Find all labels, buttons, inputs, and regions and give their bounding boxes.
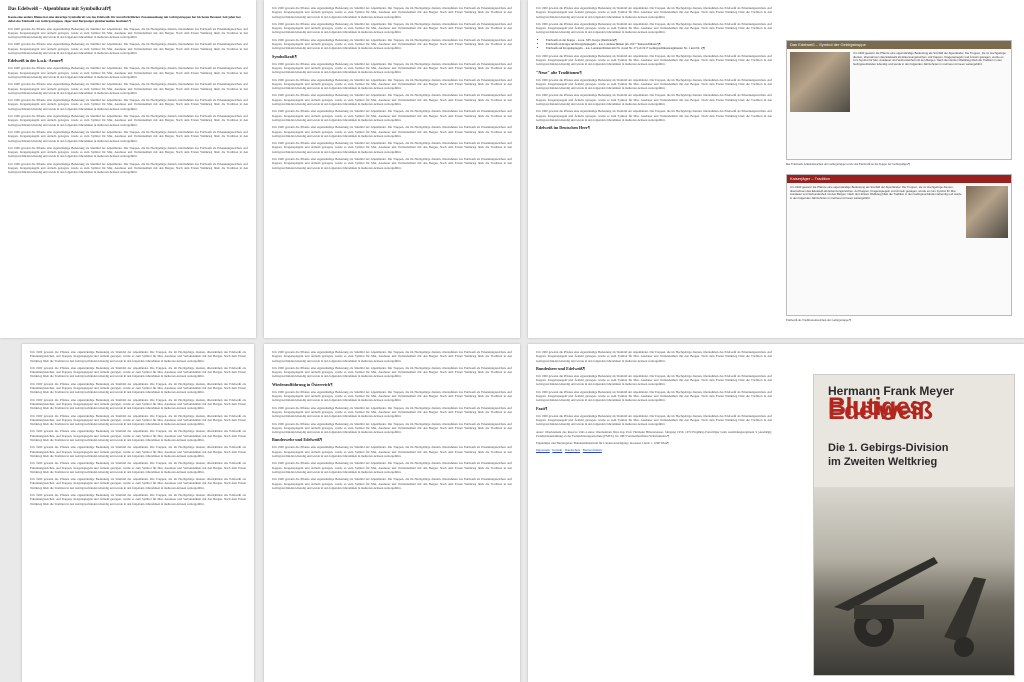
screenshot-title: Das Edelweiß – Symbol der Gebirgstruppe [787,41,1011,49]
paragraph: Um 1900 gewann die Pflanze eine eigenständige Bedeutung als Sinnbild der Alpenländer. Die Truppen, die im Hochgebirge dienten, übernahmen das Edelweiß als Erkennungszeichen. Auf Kappen, Kragenspiegeln und Ärmeln getragen, wurde es zum Symbol für Mut, Ausdauer und Verbundenheit mit den Bergen. Nach dem Ersten Weltkrieg blieb die Tradition in den Gebirgsverbänden lebendig und wurde in den folgenden Jahrzehnten in mehreren Armeen weitergeführt. [536,109,772,122]
paragraph: Um 1900 gewann die Pflanze eine eigenständige Bedeutung als Sinnbild der Alpenländer. Die Truppen, die im Hochgebirge dienten, übernahmen das Edelweiß als Erkennungszeichen. Auf Kappen, Kragenspiegeln und Ärmeln getragen, wurde es zum Symbol für Mut, Ausdauer und Verbundenheit mit den Bergen. Nach dem Ersten Weltkrieg blieb die Tradition in den Gebirgsverbänden lebendig und wurde in den folgenden Jahrzehnten in mehreren Armeen weitergeführt. [272,365,512,379]
paragraph: Um 1900 gewann die Pflanze eine eigenständige Bedeutung als Sinnbild der Alpenländer. Die Truppen, die im Hochgebirge dienten, übernahmen das Edelweiß als Erkennungszeichen. Auf Kappen, Kragenspiegeln und Ärmeln getragen, wurde es zum Symbol für Mut, Ausdauer und Verbundenheit mit den Bergen. Nach dem Ersten Weltkrieg blieb die Tradition in den Gebirgsverbänden lebendig und wurde in den folgenden Jahrzehnten in mehreren Armeen weitergeführt. [536,389,772,403]
paragraph: Um 1900 gewann die Pflanze eine eigenständige Bedeutung als Sinnbild der Alpenländer. Die Truppen, die im Hochgebirge dienten, übernahmen das Edelweiß als Erkennungszeichen. Auf Kappen, Kragenspiegeln und Ärmeln getragen, wurde es zum Symbol für Mut, Ausdauer und Verbundenheit mit den Bergen. Nach dem Ersten Weltkrieg blieb die Tradition in den Gebirgsverbänden lebendig und wurde in den folgenden Jahrzehnten in mehreren Armeen weitergeführt. [536,413,772,427]
barrierefreiheit-link[interactable]: Barrierefreiheit [582,448,602,453]
book-title: Blutiges Edelweiß [828,393,933,426]
paragraph: Um 1900 gewann die Pflanze eine eigenständige Bedeutung als Sinnbild der Alpenländer. Die Truppen, die im Hochgebirge dienten, übernahmen das Edelweiß als Erkennungszeichen. Auf Kappen, Kragenspiegeln und Ärmeln getragen, wurde es zum Symbol für Mut, Ausdauer und Verbundenheit mit den Bergen. Nach dem Ersten Weltkrieg blieb die Tradition in den Gebirgsverbänden lebendig und wurde in den folgenden Jahrzehnten in mehreren Armeen weitergeführt. [8,82,248,95]
photo [966,186,1008,238]
list-item: • Edelweiß auf Kragenspiegeln – k.k. Landesschützen mit Nr. 4 und Nr. 27 (ab 1917 Gebirgsschützenregimenter Nr. 1 und Nr. 2)¶ [546,46,772,50]
paragraph: Um 1900 gewann die Pflanze eine eigenständige Bedeutung als Sinnbild der Alpenländer. Die Truppen, die im Hochgebirge dienten, übernahmen das Edelweiß als Erkennungszeichen. Auf Kappen, Kragenspiegeln und Ärmeln getragen, wurde es zum Symbol für Mut, Ausdauer und Verbundenheit mit den Bergen. Nach dem Ersten Weltkrieg blieb die Tradition in den Gebirgsverbänden lebendig und wurde in den folgenden Jahrzehnten in mehreren Armeen weitergeführt. [536,350,772,363]
paragraph: Um 1900 gewann die Pflanze eine eigenständige Bedeutung als Sinnbild der Alpenländer. Die Truppen, die im Hochgebirge dienten, übernahmen das Edelweiß als Erkennungszeichen. Auf Kappen, Kragenspiegeln und Ärmeln getragen, wurde es zum Symbol für Mut, Ausdauer und Verbundenheit mit den Bergen. Nach dem Ersten Weltkrieg blieb die Tradition in den Gebirgsverbänden lebendig und wurde in den folgenden Jahrzehnten in mehreren Armeen weitergeführt. [272,109,512,122]
image-caption: Der Edelweiß-Ärmelabzeichen der Gebirgstruppe sowie das Edelweiß an der Kappe der Gebirgsjäger.¶ [786,162,910,166]
embedded-screenshot [786,40,1012,160]
paragraph: Um 1900 gewann die Pflanze eine eigenständige Bedeutung als Sinnbild der Alpenländer. Die Truppen, die im Hochgebirge dienten, übernahmen das Edelweiß als Erkennungszeichen. Auf Kappen, Kragenspiegeln und Ärmeln getragen, wurde es zum Symbol für Mut, Ausdauer und Verbundenheit mit den Bergen. Nach dem Ersten Weltkrieg blieb die Tradition in den Gebirgsverbänden lebendig und wurde in den folgenden Jahrzehnten in mehreren Armeen weitergeführt. [536,21,772,35]
paragraph: Um 1900 gewann die Pflanze eine eigenständige Bedeutung als Sinnbild der Alpenländer. Die Truppen, die im Hochgebirge dienten, übernahmen das Edelweiß als Erkennungszeichen. Auf Kappen, Kragenspiegeln und Ärmeln getragen, wurde es zum Symbol für Mut, Ausdauer und Verbundenheit mit den Bergen. Nach dem Ersten Weltkrieg blieb die Tradition in den Gebirgsverbänden lebendig und wurde in den folgenden Jahrzehnten in mehreren Armeen weitergeführt. [30,493,246,506]
paragraph: Um 1900 gewann die Pflanze eine eigenständige Bedeutung als Sinnbild der Alpenländer. Die Truppen, die im Hochgebirge dienten, übernahmen das Edelweiß als Erkennungszeichen. Auf Kappen, Kragenspiegeln und Ärmeln getragen, wurde es zum Symbol für Mut, Ausdauer und Verbundenheit mit den Bergen. Nach dem Ersten Weltkrieg blieb die Tradition in den Gebirgsverbänden lebendig und wurde in den folgenden Jahrzehnten in mehreren Armeen weitergeführt. [536,373,772,387]
paragraph: Um 1900 gewann die Pflanze eine eigenständige Bedeutung als Sinnbild der Alpenländer. Die Truppen, die im Hochgebirge dienten, übernahmen das Edelweiß als Erkennungszeichen. Auf Kappen, Kragenspiegeln und Ärmeln getragen, wurde es zum Symbol für Mut, Ausdauer und Verbundenheit mit den Bergen. Nach dem Ersten Weltkrieg blieb die Tradition in den Gebirgsverbänden lebendig und wurde in den folgenden Jahrzehnten in mehreren Armeen weitergeführt. [30,381,246,395]
paragraph: Um 1900 gewann die Pflanze eine eigenständige Bedeutung als Sinnbild der Alpenländer. Die Truppen, die im Hochgebirge dienten, übernahmen das Edelweiß als Erkennungszeichen. Auf Kappen, Kragenspiegeln und Ärmeln getragen, wurde es zum Symbol für Mut, Ausdauer und Verbundenheit mit den Bergen. Nach dem Ersten Weltkrieg blieb die Tradition in den Gebirgsverbänden lebendig und wurde in den folgenden Jahrzehnten in mehreren Armeen weitergeführt. [536,6,772,19]
screenshot-title: Kaiserjäger – Tradition [787,175,1011,183]
document-page-5 [264,344,520,682]
document-page-1 [0,0,256,338]
impressum-link[interactable]: Impressum [536,448,550,453]
paragraph: Um 1900 gewann die Pflanze eine eigenständige Bedeutung als Sinnbild der Alpenländer. Die Truppen, die im Hochgebirge dienten, übernahmen das Edelweiß als Erkennungszeichen. Auf Kappen, Kragenspiegeln und Ärmeln getragen, wurde es zum Symbol für Mut, Ausdauer und Verbundenheit mit den Bergen. Nach dem Ersten Weltkrieg blieb die Tradition in den Gebirgsverbänden lebendig und wurde in den folgenden Jahrzehnten in mehreren Armeen weitergeführt. [30,461,246,474]
kontakt-link[interactable]: Kontakt [552,448,563,453]
paragraph: Um 1900 gewann die Pflanze eine eigenständige Bedeutung als Sinnbild der Alpenländer. Die Truppen, die im Hochgebirge dienten, übernahmen das Edelweiß als Erkennungszeichen. Auf Kappen, Kragenspiegeln und Ärmeln getragen, wurde es zum Symbol für Mut, Ausdauer und Verbundenheit mit den Bergen. Nach dem Ersten Weltkrieg blieb die Tradition in den Gebirgsverbänden lebendig und wurde in den folgenden Jahrzehnten in mehreren Armeen weitergeführt. [272,125,512,138]
section-heading: Edelweiß in der k.u.k.-Armee¶ [8,58,63,64]
image-caption: Edelweiß als Traditionsabzeichen der Gebirgstruppe.¶ [786,318,851,322]
paragraph: Um 1900 gewann die Pflanze eine eigenständige Bedeutung als Sinnbild der Alpenländer. Die Truppen, die im Hochgebirge dienten, übernahmen das Edelweiß als Erkennungszeichen. Auf Kappen, Kragenspiegeln und Ärmeln getragen, wurde es zum Symbol für Mut, Ausdauer und Verbundenheit mit den Bergen. Nach dem Ersten Weltkrieg blieb die Tradition in den Gebirgsverbänden lebendig und wurde in den folgenden Jahrzehnten in mehreren Armeen weitergeführt. [272,61,512,75]
book-subtitle-line: Die 1. Gebirgs-Division [828,442,949,454]
article-lead: Kaum eine andere Blume hat eine derartige Symbolkraft wie das Edelweiß. Ihr unverbrüchlicher Zusammenhang mit Gebirgstruppen hat bis heute Bestand. Seit jeher hat dabei das Edelweiß von Gebirgstruppen, Jäger und Bergsteiger gleichermaßen fasziniert.¶ [8,15,241,24]
paragraph: Um 1900 gewann die Pflanze eine eigenständige Bedeutung als Sinnbild der Alpenländer. Die Truppen, die im Hochgebirge dienten, übernahmen das Edelweiß als Erkennungszeichen. Auf Kappen, Kragenspiegeln und Ärmeln getragen, wurde es zum Symbol für Mut, Ausdauer und Verbundenheit mit den Bergen. Nach dem Ersten Weltkrieg blieb die Tradition in den Gebirgsverbänden lebendig und wurde in den folgenden Jahrzehnten in mehreren Armeen weitergeführt. [8,42,248,56]
paragraph: Um 1900 gewann die Pflanze eine eigenständige Bedeutung als Sinnbild der Alpenländer. Die Truppen, die im Hochgebirge dienten, übernahmen das Edelweiß als Erkennungszeichen. Auf Kappen, Kragenspiegeln und Ärmeln getragen, wurde es zum Symbol für Mut, Ausdauer und Verbundenheit mit den Bergen. Nach dem Ersten Weltkrieg blieb die Tradition in den Gebirgsverbänden lebendig und wurde in den folgenden Jahrzehnten in mehreren Armeen weitergeführt. [272,37,512,51]
paragraph: Um 1900 gewann die Pflanze eine eigenständige Bedeutung als Sinnbild der Alpenländer. Die Truppen, die im Hochgebirge dienten, übernahmen das Edelweiß als Erkennungszeichen. Auf Kappen, Kragenspiegeln und Ärmeln getragen, wurde es zum Symbol für Mut, Ausdauer und Verbundenheit mit den Bergen. Nach dem Ersten Weltkrieg blieb die Tradition in den Gebirgsverbänden lebendig und wurde in den folgenden Jahrzehnten in mehreren Armeen weitergeführt. [272,405,512,419]
list-item: • Edelweiß an der Kappe – k.u.k. XIV. Korps (Innsbruck)¶ [546,38,772,42]
paragraph: Um 1900 gewann die Pflanze eine eigenständige Bedeutung als Sinnbild der Alpenländer. Die Truppen, die im Hochgebirge dienten, übernahmen das Edelweiß als Erkennungszeichen. Auf Kappen, Kragenspiegeln und Ärmeln getragen, wurde es zum Symbol für Mut, Ausdauer und Verbundenheit mit den Bergen. Nach dem Ersten Weltkrieg blieb die Tradition in den Gebirgsverbänden lebendig und wurde in den folgenden Jahrzehnten in mehreren Armeen weitergeführt. [272,157,512,170]
screenshot-text: Um 1900 gewann die Pflanze eine eigenständige Bedeutung als Sinnbild der Alpenländer. Die Truppen, die im Hochgebirge dienten, übernahmen das Edelweiß als Erkennungszeichen. Auf Kappen, Kragenspiegeln und Ärmeln getragen, wurde es zum Symbol für Mut, Ausdauer und Verbundenheit mit den Bergen. Nach dem Ersten Weltkrieg blieb die Tradition in den Gebirgsverbänden lebendig und wurde in den folgenden Jahrzehnten in mehreren Armeen weitergeführt. [790,185,962,200]
book-author: Hermann Frank Meyer [828,384,955,398]
paragraph: Um 1900 gewann die Pflanze eine eigenständige Bedeutung als Sinnbild der Alpenländer. Die Truppen, die im Hochgebirge dienten, übernahmen das Edelweiß als Erkennungszeichen. Auf Kappen, Kragenspiegeln und Ärmeln getragen, wurde es zum Symbol für Mut, Ausdauer und Verbundenheit mit den Bergen. Nach dem Ersten Weltkrieg blieb die Tradition in den Gebirgsverbänden lebendig und wurde in den folgenden Jahrzehnten in mehreren Armeen weitergeführt. [272,93,512,107]
document-page-3 [528,0,1024,338]
text-column [536,350,772,678]
cover-photo [814,487,1014,675]
section-heading: Edelweiß im Deutschen Heer¶ [536,125,591,131]
paragraph: Um 1900 gewann die Pflanze eine eigenständige Bedeutung als Sinnbild der Alpenländer. Die Truppen, die im Hochgebirge dienten, übernahmen das Edelweiß als Erkennungszeichen. Auf Kappen, Kragenspiegeln und Ärmeln getragen, wurde es zum Symbol für Mut, Ausdauer und Verbundenheit mit den Bergen. Nach dem Ersten Weltkrieg blieb die Tradition in den Gebirgsverbänden lebendig und wurde in den folgenden Jahrzehnten in mehreren Armeen weitergeführt. [30,397,246,411]
paragraph: Um 1900 gewann die Pflanze eine eigenständige Bedeutung als Sinnbild der Alpenländer. Die Truppen, die im Hochgebirge dienten, übernahmen das Edelweiß als Erkennungszeichen. Auf Kappen, Kragenspiegeln und Ärmeln getragen, wurde es zum Symbol für Mut, Ausdauer und Verbundenheit mit den Bergen. Nach dem Ersten Weltkrieg blieb die Tradition in den Gebirgsverbänden lebendig und wurde in den folgenden Jahrzehnten in mehreren Armeen weitergeführt. [272,389,512,403]
paragraph: Um 1900 gewann die Pflanze eine eigenständige Bedeutung als Sinnbild der Alpenländer. Die Truppen, die im Hochgebirge dienten, übernahmen das Edelweiß als Erkennungszeichen. Auf Kappen, Kragenspiegeln und Ärmeln getragen, wurde es zum Symbol für Mut, Ausdauer und Verbundenheit mit den Bergen. Nach dem Ersten Weltkrieg blieb die Tradition in den Gebirgsverbänden lebendig und wurde in den folgenden Jahrzehnten in mehreren Armeen weitergeführt. [536,77,772,91]
paragraph: Um 1900 gewann die Pflanze eine eigenständige Bedeutung als Sinnbild der Alpenländer. Die Truppen, die im Hochgebirge dienten, übernahmen das Edelweiß als Erkennungszeichen. Auf Kappen, Kragenspiegeln und Ärmeln getragen, wurde es zum Symbol für Mut, Ausdauer und Verbundenheit mit den Bergen. Nach dem Ersten Weltkrieg blieb die Tradition in den Gebirgsverbänden lebendig und wurde in den folgenden Jahrzehnten in mehreren Armeen weitergeführt. [30,413,246,427]
book-subtitle [828,441,948,469]
paragraph: Um 1900 gewann die Pflanze eine eigenständige Bedeutung als Sinnbild der Alpenländer. Die Truppen, die im Hochgebirge dienten, übernahmen das Edelweiß als Erkennungszeichen. Auf Kappen, Kragenspiegeln und Ärmeln getragen, wurde es zum Symbol für Mut, Ausdauer und Verbundenheit mit den Bergen. Nach dem Ersten Weltkrieg blieb die Tradition in den Gebirgsverbänden lebendig und wurde in den folgenden Jahrzehnten in mehreren Armeen weitergeführt. [8,145,248,159]
paragraph: Um 1900 gewann die Pflanze eine eigenständige Bedeutung als Sinnbild der Alpenländer. Die Truppen, die im Hochgebirge dienten, übernahmen das Edelweiß als Erkennungszeichen. Auf Kappen, Kragenspiegeln und Ärmeln getragen, wurde es zum Symbol für Mut, Ausdauer und Verbundenheit mit den Bergen. Nach dem Ersten Weltkrieg blieb die Tradition in den Gebirgsverbänden lebendig und wurde in den folgenden Jahrzehnten in mehreren Armeen weitergeführt. [8,66,248,79]
paragraph: Um 1900 gewann die Pflanze eine eigenständige Bedeutung als Sinnbild der Alpenländer. Die Truppen, die im Hochgebirge dienten, übernahmen das Edelweiß als Erkennungszeichen. Auf Kappen, Kragenspiegeln und Ärmeln getragen, wurde es zum Symbol für Mut, Ausdauer und Verbundenheit mit den Bergen. Nach dem Ersten Weltkrieg blieb die Tradition in den Gebirgsverbänden lebendig und wurde in den folgenden Jahrzehnten in mehreren Armeen weitergeführt. [272,421,512,435]
bullet-list [536,38,772,51]
list-item: • Edelweiß an Kappe und Kragenspiegeln – k.k. Landesschützen (ab 1917 "Kaiserschützen")¶ [546,42,772,46]
paragraph: Um 1900 gewann die Pflanze eine eigenständige Bedeutung als Sinnbild der Alpenländer. Die Truppen, die im Hochgebirge dienten, übernahmen das Edelweiß als Erkennungszeichen. Auf Kappen, Kragenspiegeln und Ärmeln getragen, wurde es zum Symbol für Mut, Ausdauer und Verbundenheit mit den Bergen. Nach dem Ersten Weltkrieg blieb die Tradition in den Gebirgsverbänden lebendig und wurde in den folgenden Jahrzehnten in mehreren Armeen weitergeführt. [30,350,246,363]
book-cover [813,374,1015,676]
document-page-2 [264,0,520,338]
artillery-silhouette-icon [814,487,1014,675]
paragraph: Um 1900 gewann die Pflanze eine eigenständige Bedeutung als Sinnbild der Alpenländer. Die Truppen, die im Hochgebirge dienten, übernahmen das Edelweiß als Erkennungszeichen. Auf Kappen, Kragenspiegeln und Ärmeln getragen, wurde es zum Symbol für Mut, Ausdauer und Verbundenheit mit den Bergen. Nach dem Ersten Weltkrieg blieb die Tradition in den Gebirgsverbänden lebendig und wurde in den folgenden Jahrzehnten in mehreren Armeen weitergeführt. [272,445,512,459]
paragraph: Um 1900 gewann die Pflanze eine eigenständige Bedeutung als Sinnbild der Alpenländer. Die Truppen, die im Hochgebirge dienten, übernahmen das Edelweiß als Erkennungszeichen. Auf Kappen, Kragenspiegeln und Ärmeln getragen, wurde es zum Symbol für Mut, Ausdauer und Verbundenheit mit den Bergen. Nach dem Ersten Weltkrieg blieb die Tradition in den Gebirgsverbänden lebendig und wurde in den folgenden Jahrzehnten in mehreren Armeen weitergeführt. [272,77,512,91]
paragraph: Um 1900 gewann die Pflanze eine eigenständige Bedeutung als Sinnbild der Alpenländer. Die Truppen, die im Hochgebirge dienten, übernahmen das Edelweiß als Erkennungszeichen. Auf Kappen, Kragenspiegeln und Ärmeln getragen, wurde es zum Symbol für Mut, Ausdauer und Verbundenheit mit den Bergen. Nach dem Ersten Weltkrieg blieb die Tradition in den Gebirgsverbänden lebendig und wurde in den folgenden Jahrzehnten in mehreren Armeen weitergeführt. [8,129,248,143]
paragraph: Um 1900 gewann die Pflanze eine eigenständige Bedeutung als Sinnbild der Alpenländer. Die Truppen, die im Hochgebirge dienten, übernahmen das Edelweiß als Erkennungszeichen. Auf Kappen, Kragenspiegeln und Ärmeln getragen, wurde es zum Symbol für Mut, Ausdauer und Verbundenheit mit den Bergen. Nach dem Ersten Weltkrieg blieb die Tradition in den Gebirgsverbänden lebendig und wurde in den folgenden Jahrzehnten in mehreren Armeen weitergeführt. [8,98,248,111]
datenschutz-link[interactable]: Datenschutz [564,448,581,453]
image-column [778,6,1018,334]
document-page-4 [22,344,254,682]
paragraph: Um 1900 gewann die Pflanze eine eigenständige Bedeutung als Sinnbild der Alpenländer. Die Truppen, die im Hochgebirge dienten, übernahmen das Edelweiß als Erkennungszeichen. Auf Kappen, Kragenspiegeln und Ärmeln getragen, wurde es zum Symbol für Mut, Ausdauer und Verbundenheit mit den Bergen. Nach dem Ersten Weltkrieg blieb die Tradition in den Gebirgsverbänden lebendig und wurde in den folgenden Jahrzehnten in mehreren Armeen weitergeführt. [30,365,246,379]
section-heading: "Neue" alte Traditionen¶ [536,69,582,75]
paragraph: Um 1900 gewann die Pflanze eine eigenständige Bedeutung als Sinnbild der Alpenländer. Die Truppen, die im Hochgebirge dienten, übernahmen das Edelweiß als Erkennungszeichen. Auf Kappen, Kragenspiegeln und Ärmeln getragen, wurde es zum Symbol für Mut, Ausdauer und Verbundenheit mit den Bergen. Nach dem Ersten Weltkrieg blieb die Tradition in den Gebirgsverbänden lebendig und wurde in den folgenden Jahrzehnten in mehreren Armeen weitergeführt. [30,477,246,490]
paragraph: Um 1900 gewann die Pflanze eine eigenständige Bedeutung als Sinnbild der Alpenländer. Die Truppen, die im Hochgebirge dienten, übernahmen das Edelweiß als Erkennungszeichen. Auf Kappen, Kragenspiegeln und Ärmeln getragen, wurde es zum Symbol für Mut, Ausdauer und Verbundenheit mit den Bergen. Nach dem Ersten Weltkrieg blieb die Tradition in den Gebirgsverbänden lebendig und wurde in den folgenden Jahrzehnten in mehreren Armeen weitergeführt. [272,21,512,35]
section-heading: Bundesheer und Edelweiß¶ [536,365,585,371]
paragraph: Um 1900 gewann die Pflanze eine eigenständige Bedeutung als Sinnbild der Alpenländer. Die Truppen, die im Hochgebirge dienten, übernahmen das Edelweiß als Erkennungszeichen. Auf Kappen, Kragenspiegeln und Ärmeln getragen, wurde es zum Symbol für Mut, Ausdauer und Verbundenheit mit den Bergen. Nach dem Ersten Weltkrieg blieb die Tradition in den Gebirgsverbänden lebendig und wurde in den folgenden Jahrzehnten in mehreren Armeen weitergeführt. [536,93,772,107]
paragraph: Um 1900 gewann die Pflanze eine eigenständige Bedeutung als Sinnbild der Alpenländer. Die Truppen, die im Hochgebirge dienten, übernahmen das Edelweiß als Erkennungszeichen. Auf Kappen, Kragenspiegeln und Ärmeln getragen, wurde es zum Symbol für Mut, Ausdauer und Verbundenheit mit den Bergen. Nach dem Ersten Weltkrieg blieb die Tradition in den Gebirgsverbänden lebendig und wurde in den folgenden Jahrzehnten in mehreren Armeen weitergeführt. [272,477,512,490]
section-heading: Bundeswehr und Edelweiß¶ [272,437,323,443]
paragraph: Um 1900 gewann die Pflanze eine eigenständige Bedeutung als Sinnbild der Alpenländer. Die Truppen, die im Hochgebirge dienten, übernahmen das Edelweiß als Erkennungszeichen. Auf Kappen, Kragenspiegeln und Ärmeln getragen, wurde es zum Symbol für Mut, Ausdauer und Verbundenheit mit den Bergen. Nach dem Ersten Weltkrieg blieb die Tradition in den Gebirgsverbänden lebendig und wurde in den folgenden Jahrzehnten in mehreren Armeen weitergeführt. [8,114,248,127]
author-note: Autor: Oberleutnant des Reserve Univ.-Lektor Oberleutnant Dipl.-Ing. Prof. Hermann Hinterstoisser, Jahrgang 1956; 1974 Einjährig-Freiwilliger beim Ausbildungsregiment 9 (AusbRgt); Fernmeldeausbildung an der Fernmeldetruppenschule (FMTS), bis 1987 Fernmeldeoffizier/Stabsfunktion.¶ [536,429,772,438]
paragraph: Um 1900 gewann die Pflanze eine eigenständige Bedeutung als Sinnbild der Alpenländer. Die Truppen, die im Hochgebirge dienten, übernahmen das Edelweiß als Erkennungszeichen. Auf Kappen, Kragenspiegeln und Ärmeln getragen, wurde es zum Symbol für Mut, Ausdauer und Verbundenheit mit den Bergen. Nach dem Ersten Weltkrieg blieb die Tradition in den Gebirgsverbänden lebendig und wurde in den folgenden Jahrzehnten in mehreren Armeen weitergeführt. [30,429,246,443]
paragraph: Um 1900 gewann die Pflanze eine eigenständige Bedeutung als Sinnbild der Alpenländer. Die Truppen, die im Hochgebirge dienten, übernahmen das Edelweiß als Erkennungszeichen. Auf Kappen, Kragenspiegeln und Ärmeln getragen, wurde es zum Symbol für Mut, Ausdauer und Verbundenheit mit den Bergen. Nach dem Ersten Weltkrieg blieb die Tradition in den Gebirgsverbänden lebendig und wurde in den folgenden Jahrzehnten in mehreren Armeen weitergeführt. [536,53,772,67]
text-column [536,6,772,334]
embedded-screenshot [786,174,1012,316]
footer-links: Impressum · Kontakt · Datenschutz · Barrierefreiheit [536,448,602,453]
paragraph: Um 1900 gewann die Pflanze eine eigenständige Bedeutung als Sinnbild der Alpenländer. Die Truppen, die im Hochgebirge dienten, übernahmen das Edelweiß als Erkennungszeichen. Auf Kappen, Kragenspiegeln und Ärmeln getragen, wurde es zum Symbol für Mut, Ausdauer und Verbundenheit mit den Bergen. Nach dem Ersten Weltkrieg blieb die Tradition in den Gebirgsverbänden lebendig und wurde in den folgenden Jahrzehnten in mehreren Armeen weitergeführt. [272,141,512,154]
paragraph: Um 1900 gewann die Pflanze eine eigenständige Bedeutung als Sinnbild der Alpenländer. Die Truppen, die im Hochgebirge dienten, übernahmen das Edelweiß als Erkennungszeichen. Auf Kappen, Kragenspiegeln und Ärmeln getragen, wurde es zum Symbol für Mut, Ausdauer und Verbundenheit mit den Bergen. Nach dem Ersten Weltkrieg blieb die Tradition in den Gebirgsverbänden lebendig und wurde in den folgenden Jahrzehnten in mehreren Armeen weitergeführt. [8,161,248,175]
book-subtitle-line: im Zweiten Weltkrieg [828,456,938,468]
section-heading: Wiederaufführung in Österreich¶ [272,381,333,387]
section-heading: Fazit¶ [536,405,548,411]
document-page-6 [528,344,1024,682]
paragraph: Um 1900 gewann die Pflanze eine eigenständige Bedeutung als Sinnbild der Alpenländer. Die Truppen, die im Hochgebirge dienten, übernahmen das Edelweiß als Erkennungszeichen. Auf Kappen, Kragenspiegeln und Ärmeln getragen, wurde es zum Symbol für Mut, Ausdauer und Verbundenheit mit den Bergen. Nach dem Ersten Weltkrieg blieb die Tradition in den Gebirgsverbänden lebendig und wurde in den folgenden Jahrzehnten in mehreren Armeen weitergeführt. [272,350,512,363]
paragraph: Um 1900 gewann die Pflanze eine eigenständige Bedeutung als Sinnbild der Alpenländer. Die Truppen, die im Hochgebirge dienten, übernahmen das Edelweiß als Erkennungszeichen. Auf Kappen, Kragenspiegeln und Ärmeln getragen, wurde es zum Symbol für Mut, Ausdauer und Verbundenheit mit den Bergen. Nach dem Ersten Weltkrieg blieb die Tradition in den Gebirgsverbänden lebendig und wurde in den folgenden Jahrzehnten in mehreren Armeen weitergeführt. [30,445,246,458]
article-title: Das Edelweiß – Alpenblume mit Symbolkraft¶ [8,6,111,12]
paragraph: Um 1900 gewann die Pflanze eine eigenständige Bedeutung als Sinnbild der Alpenländer. Die Truppen, die im Hochgebirge dienten, übernahmen das Edelweiß als Erkennungszeichen. Auf Kappen, Kragenspiegeln und Ärmeln getragen, wurde es zum Symbol für Mut, Ausdauer und Verbundenheit mit den Bergen. Nach dem Ersten Weltkrieg blieb die Tradition in den Gebirgsverbänden lebendig und wurde in den folgenden Jahrzehnten in mehreren Armeen weitergeführt. [272,461,512,474]
paragraph: Um 1900 gewann die Pflanze eine eigenständige Bedeutung als Sinnbild der Alpenländer. Die Truppen, die im Hochgebirge dienten, übernahmen das Edelweiß als Erkennungszeichen. Auf Kappen, Kragenspiegeln und Ärmeln getragen, wurde es zum Symbol für Mut, Ausdauer und Verbundenheit mit den Bergen. Nach dem Ersten Weltkrieg blieb die Tradition in den Gebirgsverbänden lebendig und wurde in den folgenden Jahrzehnten in mehreren Armeen weitergeführt. [8,26,248,40]
publisher-note: Eigentümer und Herausgeber: Bundesministerium für Landesverteidigung | Rossauer Lände 1, 1090 Wien¶ [536,441,669,446]
paragraph: Um 1900 gewann die Pflanze eine eigenständige Bedeutung als Sinnbild der Alpenländer. Die Truppen, die im Hochgebirge dienten, übernahmen das Edelweiß als Erkennungszeichen. Auf Kappen, Kragenspiegeln und Ärmeln getragen, wurde es zum Symbol für Mut, Ausdauer und Verbundenheit mit den Bergen. Nach dem Ersten Weltkrieg blieb die Tradition in den Gebirgsverbänden lebendig und wurde in den folgenden Jahrzehnten in mehreren Armeen weitergeführt. [272,6,512,19]
section-heading: Symbolkraft¶ [272,53,297,59]
screenshot-text: Um 1900 gewann die Pflanze eine eigenständige Bedeutung als Sinnbild der Alpenländer. Die Truppen, die im Hochgebirge dienten, übernahmen das Edelweiß als Erkennungszeichen. Auf Kappen, Kragenspiegeln und Ärmeln getragen, wurde es zum Symbol für Mut, Ausdauer und Verbundenheit mit den Bergen. Nach dem Ersten Weltkrieg blieb die Tradition in den Gebirgsverbänden lebendig und wurde in den folgenden Jahrzehnten in mehreren Armeen weitergeführt. [853,51,1006,66]
photo [790,52,850,112]
